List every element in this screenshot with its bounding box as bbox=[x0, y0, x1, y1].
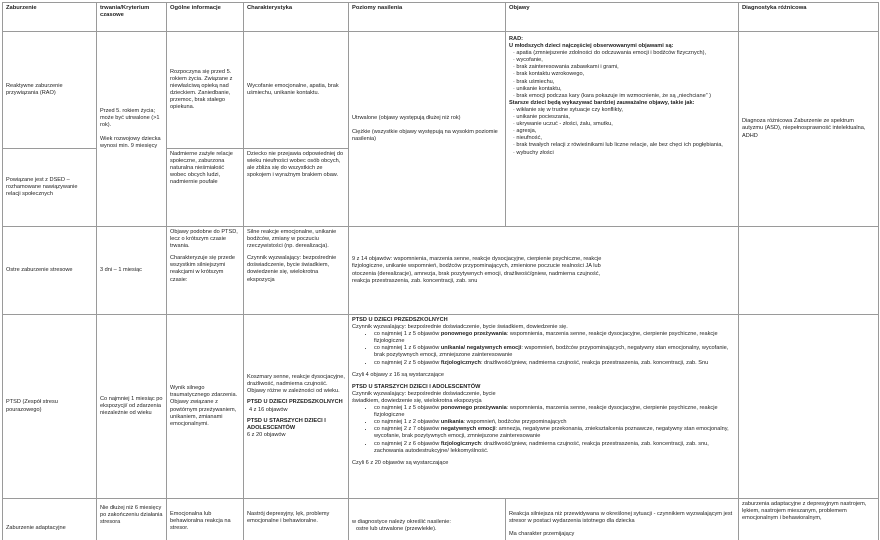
header-cell: Diagnostyka różnicowa bbox=[739, 3, 879, 32]
list-item: · wycofanie, bbox=[513, 57, 543, 64]
characteristics bbox=[244, 227, 349, 315]
severity-cell bbox=[349, 32, 506, 227]
symptom-list bbox=[509, 107, 735, 157]
cell-text: Ciężkie (wszystkie objawy występują na wysokim poziomie nasilenia) bbox=[352, 128, 498, 143]
disorder-name: PTSD (Zespół stresu pourazowego) bbox=[3, 315, 97, 499]
cell-text: Ma charakter przemijający bbox=[509, 531, 575, 538]
list-item: · brak uśmiechu, bbox=[513, 78, 555, 85]
item-rest: : drażliwość/gniew, nadmierna czujność, reakcja przestraszenia, zab. koncentracji, zab. snu, zachowania autodestrukcyjne/ lekkomyślność. bbox=[374, 440, 709, 454]
time-cell: Nie dłużej niż 6 miesięcy po zakończeniu działania stresora bbox=[97, 499, 167, 540]
cell-text: Czynnik wyzwalający: bezpośrednie doświadczenie, bycie świadkiem, dowiedzenie się, wielokrotna ekspozycja bbox=[352, 390, 496, 404]
time-cell: Co najmniej 1 miesiąc po ekspozycji/ od zdarzenia niezależnie od wieku bbox=[97, 315, 167, 499]
item-rest: : wspomnień, bodźców przypominających, negatywny stan emocjonalny, wycofanie, brak pozytywnych emocji, zmniejszone zainteresowanie bbox=[374, 345, 729, 359]
characteristics: Wycofanie emocjonalne, apatia, brak uśmiechu, unikanie kontaktu. bbox=[244, 32, 349, 149]
cell-text: Czynnik wyzwalający: bezpośrednie doświadczenie, bycie świadkiem, dowiedzenie się. bbox=[352, 324, 568, 331]
characteristics bbox=[244, 315, 349, 499]
table-row bbox=[3, 315, 879, 499]
disorder-name: Powiązane jest z DSED – rozhamowane nawiązywanie relacji społecznych bbox=[3, 149, 97, 227]
list-item: · agresja, bbox=[513, 128, 537, 135]
item-rest: : wspomnienia, marzenia senne, reakcje dysocjacyjne, cierpienie psychiczne, reakcje fizjologiczne bbox=[374, 405, 718, 419]
cell-text: Starsze dzieci będą wykazywać bardziej zauważalne objawy, takie jak: bbox=[509, 99, 695, 106]
list-item: · unikanie pocieszania, bbox=[513, 114, 570, 121]
cell-text: Reakcja silniejsza niż przewidywana w określonej sytuacji - czynnikiem wyzwalającym jest stresor w postaci wydarzenia istotnego dla dziecka bbox=[509, 511, 733, 525]
item-category: negatywnych emocji bbox=[440, 426, 496, 433]
differential bbox=[739, 315, 879, 499]
item-category: ponownego przeżywania bbox=[440, 331, 507, 338]
item-lead: co najmniej 2 z 7 objawów bbox=[374, 426, 441, 433]
item-category: ponownego przeżywania bbox=[440, 405, 507, 412]
cell-text: Wiek rozwojowy dziecka wynosi min. 9 miesięcy bbox=[100, 136, 161, 150]
item-lead: co najmniej 1 z 2 objawów bbox=[374, 419, 441, 426]
table-row bbox=[3, 32, 879, 149]
item-category: unikania/ negatywnych emocji bbox=[440, 345, 522, 352]
list-item bbox=[374, 426, 735, 440]
disorder-name: Zaburzenie adaptacyjne bbox=[3, 499, 97, 540]
list-item bbox=[374, 345, 735, 359]
differential: zaburzenia adaptacyjne z depresyjnym nastrojem, lękiem, nastrojem mieszanym, problemem emocjonalnym i behawioralnym, bbox=[739, 499, 879, 540]
characteristics: Nastrój depresyjny, lęk, problemy emocjonalne i behawioralne. bbox=[244, 499, 349, 540]
differential: Diagnoza różnicowa Zaburzenie ze spektrum autyzmu (ASD), niepełnosprawność intelektualna, ADHD bbox=[739, 32, 879, 227]
list-item: · brak kontaktu wzrokowego, bbox=[513, 71, 585, 78]
characteristics: Dziecko nie przejawia odpowiedniej do wieku nieufności wobec osób obcych, ale zbliża się do wszystkich ze spokojem i wyraźnym brakiem obaw. bbox=[244, 149, 349, 227]
general-info: Nadmierne zażyłe relacje społeczne, zaburzona naturalna nieśmiałość wobec obcych ludzi, nadmiernie poufałe bbox=[167, 149, 244, 227]
general-info: Emocjonalna lub behawioralna reakcja na stresor. bbox=[167, 499, 244, 540]
general-info: Wynik silnego traumatycznego zdarzenia. Objawy związane z powtórnym przeżywaniem, unikaniem, zmianami emocjonalnymi. bbox=[167, 315, 244, 499]
cell-text: Objawy podobne do PTSD, lecz o krótszym czasie trwania. bbox=[170, 229, 238, 250]
item-lead: co najmniej 1 z 5 objawów bbox=[374, 331, 441, 338]
time-cell bbox=[97, 32, 167, 227]
item-rest: : amnezja, negatywne przekonania, zniekształcenia poznawcze, negatywny stan emocjonalny, wycofanie, brak pozytywnych emocji, zmniejszone zainteresowanie bbox=[374, 426, 729, 440]
item-lead: co najmniej 2 z 6 objawów bbox=[374, 440, 441, 447]
item-lead: co najmniej 1 z 5 objawów bbox=[374, 405, 441, 412]
symptoms-cell bbox=[349, 315, 739, 499]
list-item bbox=[374, 331, 735, 345]
cell-text: Czynnik wyzwalający: bezpośrednie doświadczenie, bycie świadkiem, dowiedzenie się, wielokrotna ekspozycja bbox=[247, 255, 337, 283]
symptom-list bbox=[352, 405, 735, 455]
cell-text: Utrwalone (objawy występują dłużej niż rok) bbox=[352, 114, 461, 121]
cell-text: w diagnostyce należy określić nasilenie: bbox=[352, 519, 451, 525]
list-item: · nieufność, bbox=[513, 135, 542, 142]
list-item bbox=[374, 419, 735, 426]
cell-text: PTSD U DZIECI PRZEDSZKOLNYCH bbox=[247, 399, 343, 406]
header-cell: trwania/Kryterium czasowe bbox=[97, 3, 167, 32]
cell-text: 6 z 20 objawów bbox=[247, 431, 286, 438]
cell-text: 4 z 16 objawów bbox=[249, 406, 288, 413]
cell-text: RAD: bbox=[509, 36, 523, 42]
cell-text: 9 z 14 objawów: wspomnienia, marzenia senne, reakcje dysocjacyjne, cierpienie psychiczne, reakcje fizjologiczne, unikanie wspomnień, bodźców przypominających, zmienione poczucie realności JA lub otoczenia (derealizacje), amnezja, brak pozytywnych emocji, drażliwość/gniew, nadmierna czujność, reakcja przestraszenia, zab. koncentracji, zab. snu bbox=[352, 256, 602, 284]
symptom-list bbox=[352, 331, 735, 366]
list-item: · unikanie kontaktu, bbox=[513, 85, 562, 92]
cell-text: PTSD U STARSZYCH DZIECI I ADOLESCENTÓW bbox=[352, 383, 481, 390]
item-rest: : wspomnienia, marzenia senne, reakcje dysocjacyjne, cierpienie psychiczne, reakcje fizjologiczne bbox=[374, 331, 718, 345]
item-lead: co najmniej 2 z 5 objawów bbox=[374, 359, 441, 366]
disorders-table bbox=[2, 2, 879, 540]
list-item: · brak zainteresowania zabawkami i grami, bbox=[513, 64, 619, 71]
list-item bbox=[374, 441, 735, 455]
header-row bbox=[3, 3, 879, 32]
header-cell: Objawy bbox=[506, 3, 739, 32]
symptoms-cell bbox=[349, 227, 739, 315]
symptom-list bbox=[509, 50, 735, 100]
cell-text: ostre lub utrwalone (przewlekłe). bbox=[356, 526, 437, 533]
differential bbox=[739, 227, 879, 315]
table-row bbox=[3, 499, 879, 540]
symptoms-cell bbox=[506, 32, 739, 227]
list-item: · wybuchy złości bbox=[513, 149, 554, 156]
time-cell: 3 dni – 1 miesiąc bbox=[97, 227, 167, 315]
item-rest: : drażliwość/gniew, nadmierna czujność, reakcja przestraszenia, zab. koncentracji, zab. Snu bbox=[480, 359, 709, 366]
list-item: · apatia (zmniejszenie zdolności do odczuwania emocji i bodźców fizycznych), bbox=[513, 50, 707, 57]
cell-text: U młodszych dzieci najczęściej obserwowanymi objawami są: bbox=[509, 43, 674, 50]
table-row bbox=[3, 227, 879, 315]
severity-cell bbox=[349, 499, 506, 540]
disorder-name: Reaktywne zaburzenie przywiązania (RAO) bbox=[3, 32, 97, 149]
cell-text: Silne reakcje emocjonalne, unikanie bodźców, zmiany w poczuciu rzeczywistości (np. derealizacja). bbox=[247, 229, 337, 250]
cell-text: Czyli 6 z 20 objawów są wystarczające bbox=[352, 459, 449, 466]
cell-text: PTSD U DZIECI PRZEDSZKOLNYCH bbox=[352, 317, 448, 323]
item-rest: : wspomnień, bodźców przypominających bbox=[463, 419, 567, 426]
header-cell: Poziomy nasilenia bbox=[349, 3, 506, 32]
general-info bbox=[167, 227, 244, 315]
list-item: · brak emocji podczas kary (kara pokazuje im wzmocnienie, że są „niechciane” ) bbox=[513, 92, 712, 99]
item-category: fizjologicznych bbox=[440, 359, 481, 366]
list-item: · wikłanie się w trudne sytuacje czy konflikty, bbox=[513, 106, 623, 113]
general-info: Rozpoczyna się przed 5. rokiem życia. Związane z niewłaściwą opieką nad dzieckiem. Zaniedbanie, przemoc, brak stałego opiekuna. bbox=[167, 32, 244, 149]
item-lead: co najmniej 1 z 6 objawów bbox=[374, 345, 441, 352]
header-cell: Ogólne informacje bbox=[167, 3, 244, 32]
cell-text: Czyli 4 objawy z 16 są wystarczające bbox=[352, 371, 445, 378]
symptoms-cell bbox=[506, 499, 739, 540]
item-category: fizjologicznych bbox=[440, 440, 481, 447]
header-cell: Charakterystyka bbox=[244, 3, 349, 32]
item-category: unikania bbox=[440, 419, 464, 426]
cell-text: Koszmary senne, reakcje dysocjacyjne, drażliwość, nadmierna czujność. Objawy różne w zależności od wieku. bbox=[247, 374, 345, 395]
list-item: · brak trwałych relacji z rówieśnikami lub liczne relacje, ale bez chęci ich pogłębiania, bbox=[513, 142, 723, 149]
list-item: · ukrywanie uczuć - złości, żalu, smutku, bbox=[513, 121, 613, 128]
cell-text: Przed 5. rokiem życia; może być utrwalone (>1 rok). bbox=[100, 107, 160, 128]
disorder-name: Ostre zaburzenie stresowe bbox=[3, 227, 97, 315]
cell-text: Charakteryzuje się przede wszystkim silniejszymi reakcjami w krótszym czasie: bbox=[170, 255, 235, 283]
header-cell: Zaburzenie bbox=[3, 3, 97, 32]
list-item bbox=[374, 360, 735, 367]
list-item bbox=[374, 405, 735, 419]
cell-text: PTSD U STARSZYCH DZIECI I ADOLESCENTÓW bbox=[247, 417, 326, 431]
